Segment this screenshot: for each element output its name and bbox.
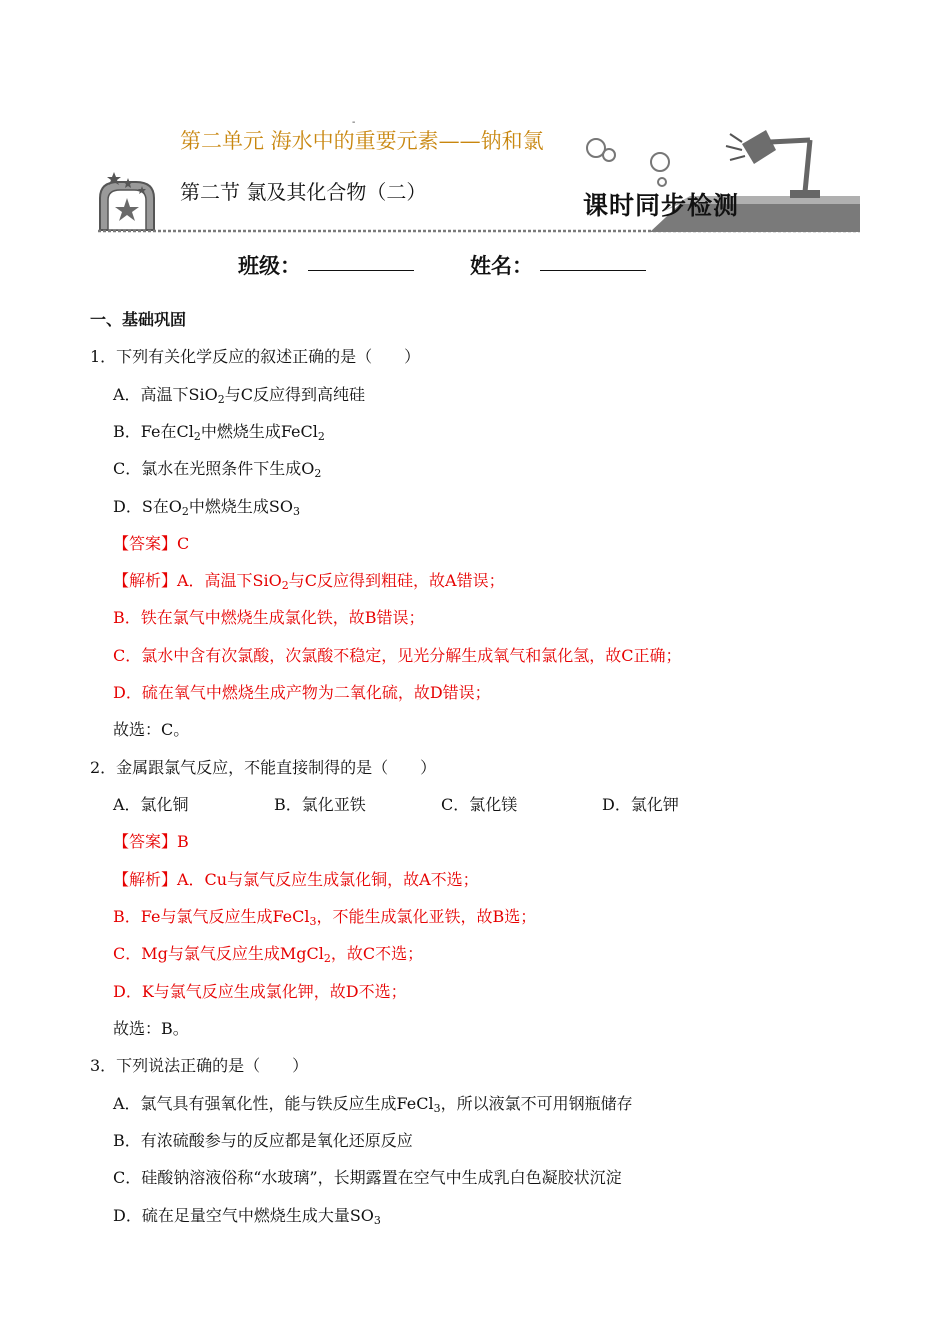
q1-explanation-a: 【解析】A．高温下SiO$_2$与C反应得到粗硅，故A错误； bbox=[113, 571, 505, 592]
q3-option-b: B．有浓硫酸参与的反应都是氧化还原反应 bbox=[113, 1131, 413, 1150]
q1-option-c: C．氯水在光照条件下生成$O_2$ bbox=[113, 459, 322, 480]
q1-option-d: D．S在$O_2$中燃烧生成$SO_3$ bbox=[113, 497, 301, 518]
desk-lamp-icon bbox=[726, 130, 820, 198]
q2-answer: 【答案】B bbox=[113, 832, 189, 851]
q2-option-c: C．氯化镁 bbox=[441, 795, 518, 814]
name-field[interactable] bbox=[540, 270, 646, 271]
q3-option-c: C．硅酸钠溶液俗称“水玻璃”，长期露置在空气中生成乳白色凝胶状沉淀 bbox=[113, 1168, 622, 1187]
q1-choose: 故选：C。 bbox=[113, 720, 190, 739]
q2-option-d: D．氯化钾 bbox=[602, 795, 679, 814]
q2-choose: 故选：B。 bbox=[113, 1019, 189, 1038]
q2-stem: 2．金属跟氯气反应，不能直接制得的是（ ） bbox=[90, 758, 437, 777]
star-badge-icon bbox=[100, 172, 154, 230]
q2-option-a: A．氯化铜 bbox=[113, 795, 189, 814]
q1-explanation-d: D．硫在氧气中燃烧生成产物为二氧化硫，故D错误； bbox=[113, 683, 491, 702]
q3-option-a: A．氯气具有强氧化性，能与铁反应生成FeCl$_3$，所以液氯不可用钢瓶储存 bbox=[113, 1094, 633, 1115]
brand-title: 课时同步检测 bbox=[583, 191, 740, 220]
q2-explanation-b: B．Fe与氯气反应生成FeCl$_3$，不能生成氯化亚铁，故B选； bbox=[113, 907, 537, 928]
q2-explanation-c: C．Mg与氯气反应生成MgCl$_2$，故C不选； bbox=[113, 944, 424, 965]
q1-option-b: B．Fe在$Cl_2$中燃烧生成FeCl$_2$ bbox=[113, 422, 325, 443]
q2-option-b: B．氯化亚铁 bbox=[274, 795, 366, 814]
section-title: 第二节 氯及其化合物（二） bbox=[180, 180, 427, 204]
section-heading: 一、基础巩固 bbox=[90, 310, 187, 329]
q2-explanation-d: D．K与氯气反应生成氯化钾，故D不选； bbox=[113, 982, 407, 1001]
class-field[interactable] bbox=[308, 270, 414, 271]
class-label: 班级： bbox=[238, 253, 301, 278]
svg-text:-: - bbox=[352, 120, 356, 128]
name-label: 姓名： bbox=[470, 253, 533, 278]
q1-option-a: A．高温下SiO$_2$与C反应得到高纯硅 bbox=[113, 385, 366, 406]
q3-option-d: D．硫在足量空气中燃烧生成大量$SO_3$ bbox=[113, 1206, 381, 1227]
unit-title: 第二单元 海水中的重要元素——钠和氯 bbox=[180, 129, 544, 153]
q1-explanation-c: C．氯水中含有次氯酸，次氯酸不稳定，见光分解生成氧气和氯化氢，故C正确； bbox=[113, 646, 682, 665]
q2-explanation-a: 【解析】A．Cu与氯气反应生成氯化铜，故A不选； bbox=[113, 870, 479, 889]
q3-stem: 3．下列说法正确的是（ ） bbox=[90, 1056, 309, 1075]
q1-stem: 1．下列有关化学反应的叙述正确的是（ ） bbox=[90, 347, 421, 366]
q1-explanation-b: B．铁在氯气中燃烧生成氯化铁，故B错误； bbox=[113, 608, 425, 627]
q1-answer: 【答案】C bbox=[113, 534, 190, 553]
